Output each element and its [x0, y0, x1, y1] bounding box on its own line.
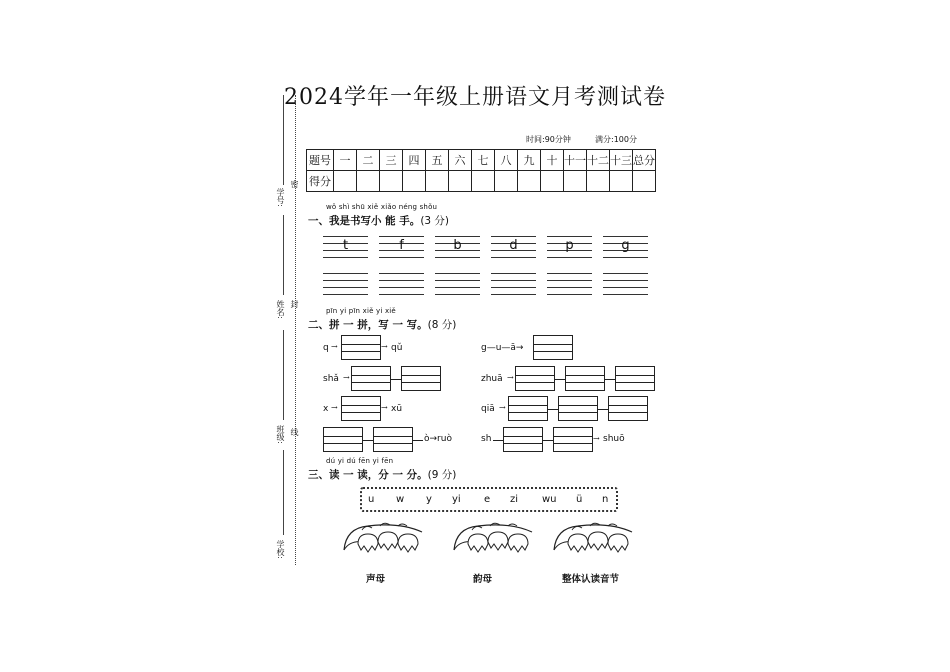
write-box[interactable]: [508, 396, 548, 421]
label-xu: xū: [391, 404, 403, 414]
connector-line: [493, 440, 503, 441]
syllable[interactable]: y: [426, 494, 432, 505]
section1-points: (3 分): [420, 215, 450, 227]
write-box[interactable]: [323, 427, 363, 452]
label-shuo: shuō: [603, 434, 625, 444]
arrow-icon: →: [331, 403, 338, 412]
writing-line: [323, 257, 368, 258]
score-cell[interactable]: [472, 171, 495, 192]
table-cell: 六: [449, 150, 472, 171]
section2-pinyin: pīn yi pīn xiě yi xiě: [326, 307, 396, 315]
student-id-label: 学号:: [276, 188, 285, 207]
section3-points: (9 分): [427, 469, 457, 481]
arrow-icon: →: [507, 373, 514, 382]
table-cell: 总分: [633, 150, 656, 171]
score-cell[interactable]: [449, 171, 472, 192]
class-label: 班级:: [276, 425, 285, 444]
connector-line: [391, 379, 401, 380]
table-cell: 八: [495, 150, 518, 171]
score-cell[interactable]: [518, 171, 541, 192]
writing-line: [491, 236, 536, 237]
label-g-u-a: g—u—ā→: [481, 343, 524, 353]
writing-line: [491, 257, 536, 258]
syllable[interactable]: n: [602, 494, 609, 505]
write-box[interactable]: [558, 396, 598, 421]
writing-line: [547, 257, 592, 258]
school-line: [283, 450, 284, 535]
syllable[interactable]: u: [368, 494, 375, 505]
score-cell[interactable]: [610, 171, 633, 192]
label-q: q: [323, 343, 329, 353]
full-score: 满分:100分: [595, 135, 637, 144]
label-qia: qiā: [481, 404, 495, 414]
table-cell: 十二: [587, 150, 610, 171]
write-box[interactable]: [341, 396, 381, 421]
flower-basket-icon[interactable]: [450, 520, 534, 568]
syllable[interactable]: ü: [576, 494, 583, 505]
writing-line: [379, 257, 424, 258]
school-label: 学校:: [276, 540, 285, 559]
write-box[interactable]: [615, 366, 655, 391]
score-cell[interactable]: [495, 171, 518, 192]
table-cell: 二: [357, 150, 380, 171]
write-box[interactable]: [351, 366, 391, 391]
score-cell[interactable]: [334, 171, 357, 192]
arrow-icon: →: [381, 342, 388, 351]
seal-mark: 线: [290, 428, 299, 436]
label-x: x: [323, 404, 329, 414]
binding-dotted-line: [295, 95, 296, 565]
sample-letter: g: [621, 238, 630, 253]
section3-pinyin: dú yi dú fēn yi fēn: [326, 457, 394, 465]
writing-line: [435, 287, 480, 288]
writing-line: [603, 287, 648, 288]
writing-line: [547, 294, 592, 295]
label-o-ruo: ò→ruò: [424, 434, 452, 444]
section2-title-text: 二、拼 一 拼，写 一 写。: [308, 319, 428, 331]
seal-mark: 封: [290, 300, 299, 308]
write-box[interactable]: [373, 427, 413, 452]
writing-line: [323, 294, 368, 295]
name-line: [283, 215, 284, 295]
row-header: 题号: [307, 150, 334, 171]
writing-line: [379, 280, 424, 281]
write-box[interactable]: [515, 366, 555, 391]
connector-line: [413, 440, 423, 441]
connector-line: [363, 440, 373, 441]
score-table: [306, 149, 656, 192]
arrow-icon: →: [499, 403, 506, 412]
score-cell[interactable]: [380, 171, 403, 192]
arrow-icon: →: [381, 403, 388, 412]
writing-line: [491, 273, 536, 274]
page-title: 2024学年一年级上册语文月考测试卷: [284, 85, 666, 110]
writing-line: [547, 236, 592, 237]
writing-line: [603, 280, 648, 281]
section1-title: [308, 213, 449, 228]
write-box[interactable]: [533, 335, 573, 360]
writing-line: [491, 280, 536, 281]
table-cell: 十: [541, 150, 564, 171]
score-label: 得分: [307, 171, 334, 192]
section1-pinyin: wǒ shì shū xiě xiǎo néng shǒu: [326, 203, 438, 211]
arrow-icon: →: [593, 434, 600, 443]
writing-line: [379, 287, 424, 288]
writing-line: [435, 294, 480, 295]
section1-title-text: 一、我是书写小 能 手。: [308, 215, 421, 227]
score-cell[interactable]: [403, 171, 426, 192]
score-cell[interactable]: [426, 171, 449, 192]
write-box[interactable]: [565, 366, 605, 391]
group-label-whole-syllables: 整体认读音节: [562, 574, 620, 585]
writing-line: [603, 257, 648, 258]
section2-points: (8 分): [427, 319, 457, 331]
score-cell[interactable]: [564, 171, 587, 192]
sample-letter: b: [453, 238, 462, 253]
writing-line: [547, 273, 592, 274]
arrow-icon: →: [343, 373, 350, 382]
syllable-box: [360, 487, 618, 512]
connector-line: [548, 409, 558, 410]
write-box[interactable]: [608, 396, 648, 421]
section2-title: [308, 317, 456, 332]
write-box[interactable]: [341, 335, 381, 360]
connector-line: [555, 379, 565, 380]
write-box[interactable]: [401, 366, 441, 391]
table-cell: 十三: [610, 150, 633, 171]
writing-line: [547, 287, 592, 288]
seal-mark: 密: [290, 180, 299, 188]
label-qu: qǔ: [391, 343, 403, 353]
group-label-finals: 韵母: [473, 574, 493, 585]
score-cell[interactable]: [587, 171, 610, 192]
connector-line: [543, 440, 553, 441]
table-row: [307, 150, 656, 171]
writing-line: [323, 273, 368, 274]
label-sh: sh: [481, 434, 492, 444]
table-cell: 四: [403, 150, 426, 171]
score-cell[interactable]: [541, 171, 564, 192]
writing-line: [323, 236, 368, 237]
writing-line: [491, 287, 536, 288]
syllable[interactable]: e: [484, 494, 491, 505]
arrow-icon: →: [331, 342, 338, 351]
flower-basket-icon[interactable]: [340, 520, 424, 568]
score-cell[interactable]: [633, 171, 656, 192]
label-sha: shǎ: [323, 374, 339, 384]
write-box[interactable]: [503, 427, 543, 452]
table-cell: 七: [472, 150, 495, 171]
sample-letter: t: [342, 238, 349, 253]
name-label: 姓名:: [276, 300, 285, 319]
time-limit: 时间:90分钟: [526, 135, 571, 144]
section3-title: [308, 467, 456, 482]
writing-line: [379, 236, 424, 237]
flower-basket-icon[interactable]: [550, 520, 634, 568]
student-id-line: [283, 95, 284, 185]
table-row: [307, 171, 656, 192]
label-zhua: zhuā: [481, 374, 503, 384]
table-cell: 九: [518, 150, 541, 171]
group-label-initials: 声母: [366, 574, 386, 585]
table-cell: 一: [334, 150, 357, 171]
writing-line: [603, 273, 648, 274]
writing-line: [603, 236, 648, 237]
sample-letter: d: [509, 238, 518, 253]
table-cell: 三: [380, 150, 403, 171]
writing-line: [323, 280, 368, 281]
writing-line: [435, 280, 480, 281]
writing-line: [435, 257, 480, 258]
connector-line: [605, 379, 615, 380]
syllable[interactable]: zi: [510, 494, 519, 505]
sample-letter: p: [565, 238, 574, 253]
section3-title-text: 三、读 一 读，分 一 分。: [308, 469, 428, 481]
writing-line: [379, 294, 424, 295]
score-cell[interactable]: [357, 171, 380, 192]
class-line: [283, 330, 284, 420]
writing-line: [547, 280, 592, 281]
writing-line: [491, 294, 536, 295]
sample-letter: f: [399, 238, 404, 253]
write-box[interactable]: [553, 427, 593, 452]
writing-line: [435, 273, 480, 274]
syllable[interactable]: yi: [452, 494, 461, 505]
writing-line: [323, 287, 368, 288]
table-cell: 十一: [564, 150, 587, 171]
writing-line: [603, 294, 648, 295]
connector-line: [598, 409, 608, 410]
writing-line: [379, 273, 424, 274]
syllable[interactable]: w: [396, 494, 405, 505]
table-cell: 五: [426, 150, 449, 171]
syllable[interactable]: wu: [542, 494, 557, 505]
writing-line: [435, 236, 480, 237]
